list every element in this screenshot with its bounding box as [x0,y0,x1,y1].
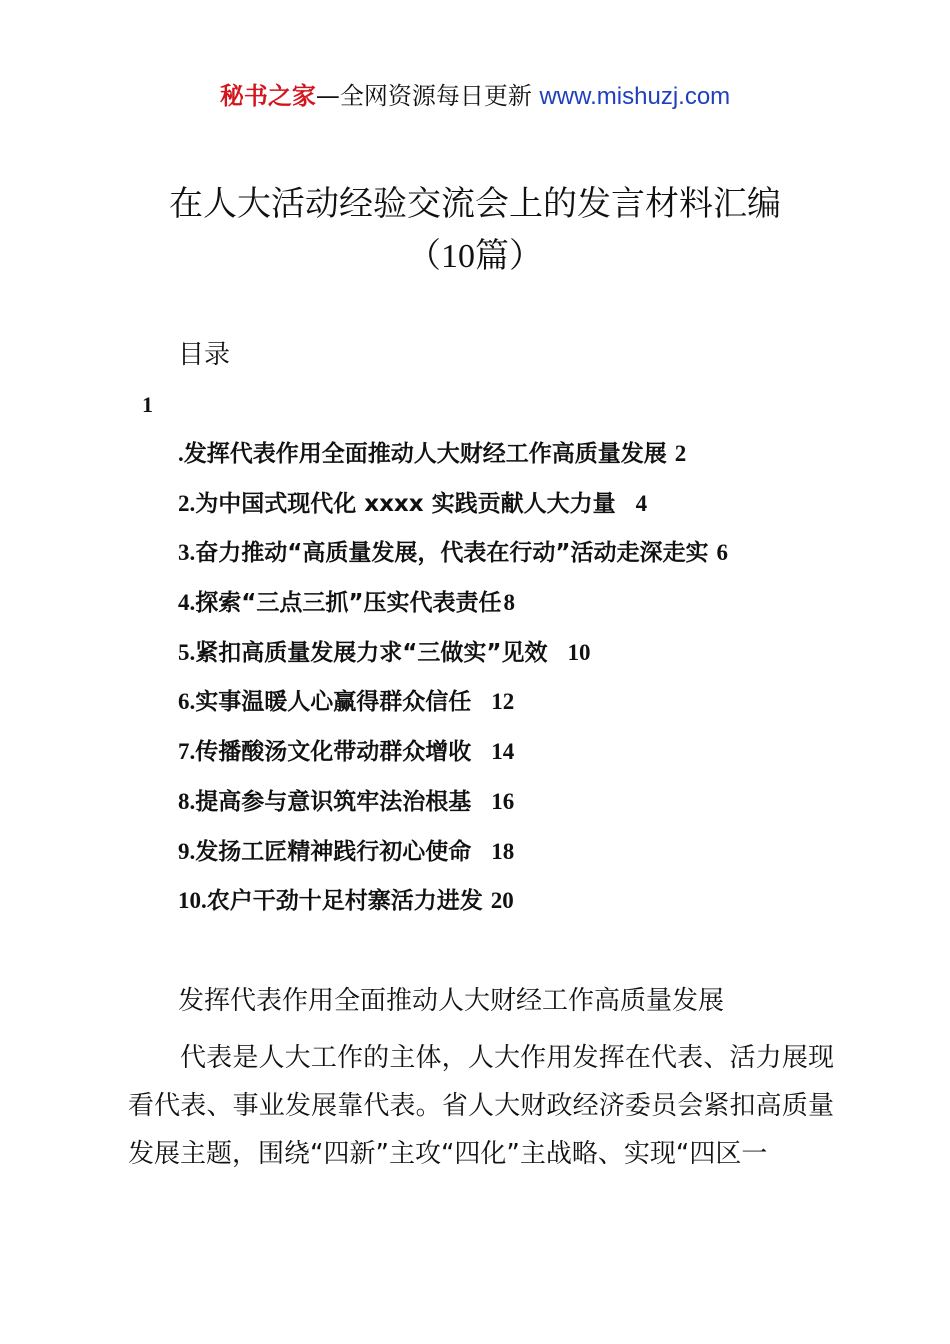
site-url[interactable]: www.mishuzj.com [539,83,731,110]
toc-item-number: 5. [178,639,196,665]
toc-item-text: 探索“三点三抓”压实代表责任 [195,590,502,617]
subtitle-count: 10 [441,238,475,275]
toc-item-number: 3. [178,540,196,566]
toc-item-page: 2 [674,441,687,466]
section-paragraph: 代表是人大工作的主体，人大作用发挥在代表、活力展现看代表、事业发展靠代表。省人大财政经济委员会紧扣高质量发展主题，围绕“四新”主攻“四化”主战略、实现“四区一 [128,1043,834,1169]
toc-item-text: 发挥代表作用全面推动人大财经工作高质量发展 [183,441,667,467]
table-of-contents [178,436,728,933]
toc-item-number: . [178,441,184,466]
toc-item[interactable] [178,734,728,784]
subtitle-unit: 篇 [475,236,509,276]
toc-item[interactable] [178,436,728,486]
toc-item-text: 实事温暖人心赢得群众信任 [195,689,472,716]
toc-item[interactable] [178,535,728,585]
toc-item[interactable] [178,684,728,734]
toc-item[interactable] [178,883,728,933]
toc-item-number: 6. [178,689,196,715]
toc-item-text: 奋力推动“高质量发展，代表在行动”活动走深走实 [195,540,709,567]
toc-item-page: 16 [491,788,515,814]
toc-item-number: 7. [178,739,196,765]
toc-item[interactable] [178,834,728,884]
document-subtitle [0,234,950,279]
toc-item-text: 紧扣高质量发展力求“三做实”见效 [195,639,548,666]
toc-item-text: 提高参与意识筑牢法治根基 [195,788,472,815]
subtitle-close-paren: ） [509,236,543,276]
toc-item-page: 8 [503,590,515,616]
toc-item-page: 20 [490,888,514,914]
toc-item-number: 10. [178,888,207,914]
toc-item[interactable] [178,635,728,685]
document-title: 在人大活动经验交流会上的发言材料汇编 [169,184,781,224]
toc-label: 目录 [178,340,231,370]
toc-item-text: 为中国式现代化 xxxx 实践贡献人大力量 [195,490,616,517]
toc-item[interactable] [178,585,728,635]
toc-item-page: 10 [567,639,591,665]
toc-item-text: 传播酸汤文化带动群众增收 [195,739,472,766]
site-header [0,80,950,113]
toc-item[interactable] [178,784,728,834]
section-title: 发挥代表作用全面推动人大财经工作高质量发展 [178,986,725,1016]
toc-item-page: 18 [491,838,515,864]
brand-name: 秘书之家 [219,82,316,110]
toc-item[interactable] [178,486,728,536]
toc-item-page: 14 [491,739,515,765]
toc-item-text: 发扬工匠精神践行初心使命 [195,838,472,865]
toc-first-number: 1 [142,392,153,417]
toc-item-number: 2. [178,490,196,516]
toc-item-page: 12 [491,689,515,715]
subtitle-open-paren: （ [407,236,441,276]
toc-item-number: 4. [178,590,196,616]
toc-item-text: 农户干劲十足村寨活力进发 [206,888,483,915]
toc-item-number: 9. [178,838,196,864]
toc-item-number: 8. [178,788,196,814]
header-slogan: —全网资源每日更新 [315,82,540,110]
toc-item-page: 6 [716,540,728,566]
toc-item-page: 4 [635,490,648,516]
